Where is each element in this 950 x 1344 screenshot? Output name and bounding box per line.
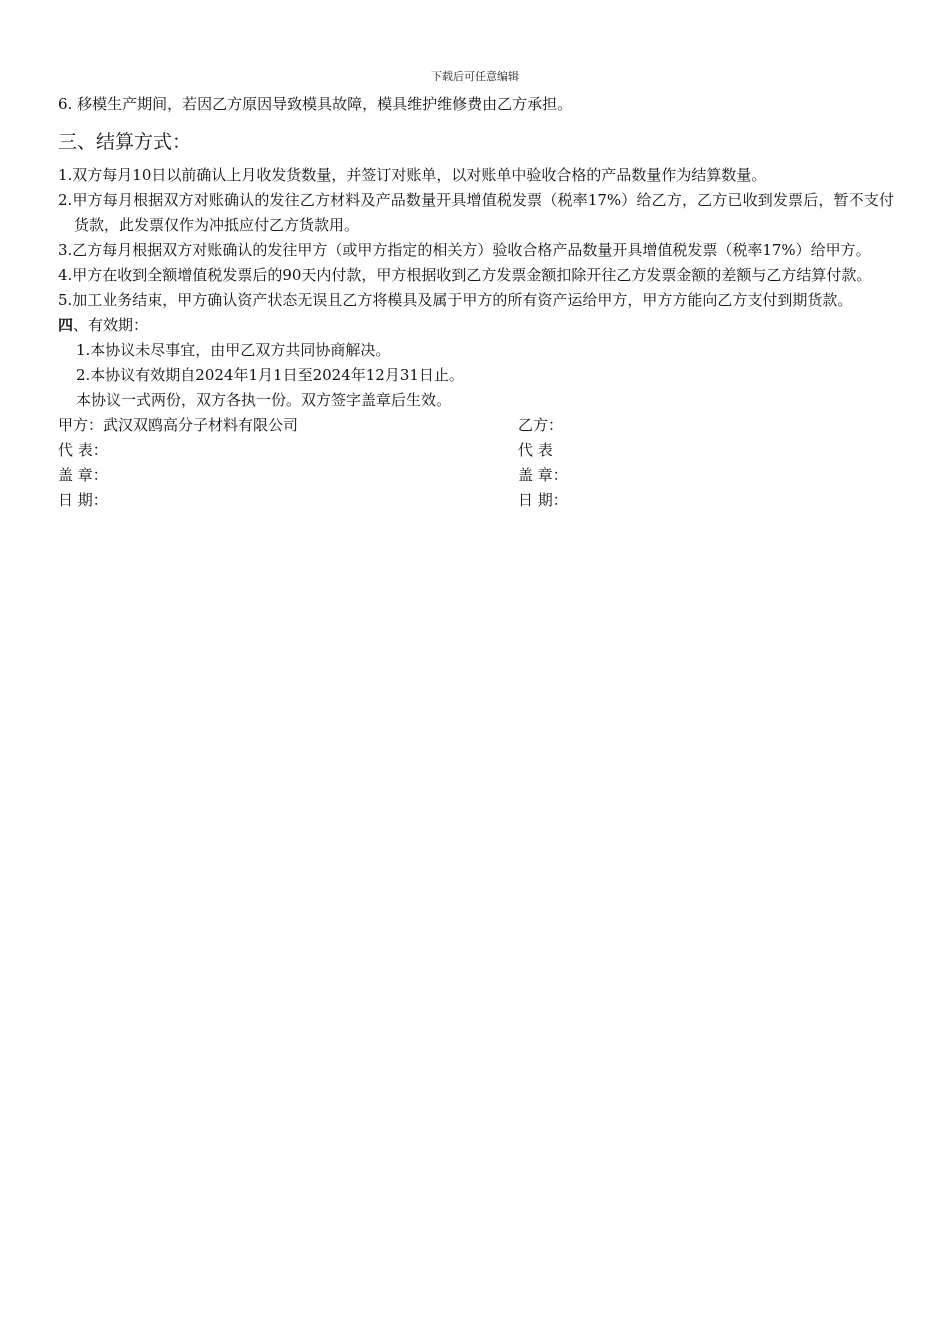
party-b-seal: 盖 章： [518, 466, 568, 484]
section-3-title: 三、结算方式： [58, 131, 192, 153]
party-a-label: 甲方：武汉双鸥高分子材料有限公司 [58, 416, 299, 434]
signature-row-rep [58, 438, 894, 463]
section-3-item-4: 4.甲方在收到全额增值税发票后的90天内付款，甲方根据收到乙方发票金额扣除开往乙方发票金额的差额与乙方结算付款。 [58, 266, 872, 284]
party-a-seal: 盖 章： [58, 466, 108, 484]
section-3-item-5: 5.加工业务结束，甲方确认资产状态无误且乙方将模具及属于甲方的所有资产运给甲方，甲方方能向乙方支付到期货款。 [58, 291, 853, 309]
clause-6: 6. 移模生产期间，若因乙方原因导致模具故障，模具维护维修费由乙方承担。 [58, 95, 573, 113]
section-3-item-2: 2.甲方每月根据双方对账确认的发往乙方材料及产品数量开具增值税发票（税率17%）给乙方，乙方已收到发票后，暂不支付货款，此发票仅作为冲抵应付乙方货款用。 [58, 191, 894, 234]
header-note: 下载后可任意编辑 [431, 70, 519, 83]
section-4-item-2: 2.本协议有效期自2024年1月1日至2024年12月31日止。 [76, 366, 464, 384]
party-b-rep: 代 表 [518, 441, 553, 459]
section-4-number: 四 [58, 316, 74, 334]
signature-row-party [58, 413, 894, 438]
party-a-date: 日 期： [58, 491, 108, 509]
party-b-date: 日 期： [518, 491, 568, 509]
section-4-label: 、有效期： [73, 316, 149, 334]
section-4-item-1: 1.本协议未尽事宜，由甲乙双方共同协商解决。 [76, 341, 391, 359]
signature-row-date [58, 488, 894, 513]
section-4-item-3: 本协议一式两份，双方各执一份。双方签字盖章后生效。 [76, 391, 452, 409]
section-3-item-3: 3.乙方每月根据双方对账确认的发往甲方（或甲方指定的相关方）验收合格产品数量开具增值税发票（税率17%）给甲方。 [58, 241, 871, 259]
party-b-label: 乙方： [518, 416, 564, 434]
document-body [58, 92, 894, 513]
section-4-title [58, 313, 894, 338]
party-a-rep: 代 表： [58, 441, 108, 459]
signature-row-seal [58, 463, 894, 488]
section-3-item-1: 1.双方每月10日以前确认上月收发货数量，并签订对账单，以对账单中验收合格的产品数量作为结算数量。 [58, 166, 767, 184]
